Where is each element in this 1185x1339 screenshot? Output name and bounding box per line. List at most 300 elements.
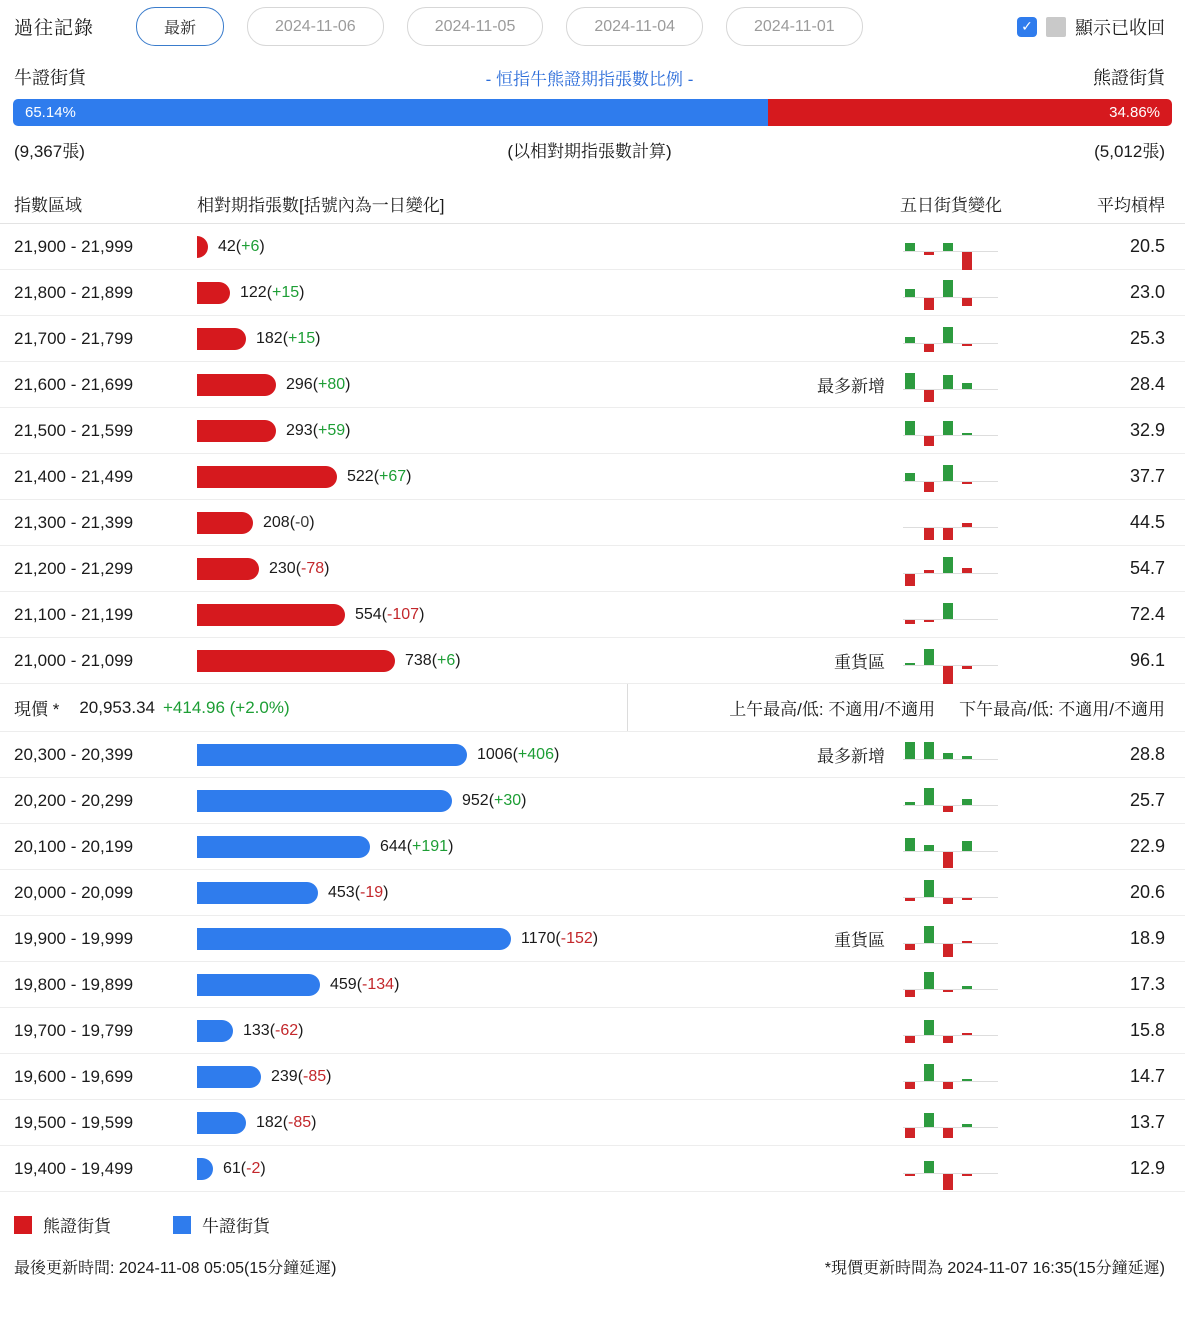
spark-baseline	[903, 619, 998, 620]
spark-bar	[905, 1082, 915, 1089]
tab-2024-11-06[interactable]: 2024-11-06	[247, 7, 384, 46]
spark-bar	[924, 1161, 934, 1173]
ratio-title: - 恒指牛熊證期指張數比例 -	[485, 70, 694, 89]
contracts-value: 122(+15)	[240, 283, 305, 301]
bear-contracts-bar	[197, 328, 246, 350]
show-recalled-checkbox[interactable]	[1017, 17, 1037, 37]
spark-bar	[924, 344, 934, 352]
current-price-left	[0, 684, 628, 731]
bear-side-label: 熊證街貨	[1093, 68, 1165, 88]
spark-bar	[943, 753, 953, 759]
current-price-change: +414.96 (+2.0%)	[162, 697, 290, 717]
contracts-bar-area	[197, 974, 1165, 996]
contracts-value: 296(+80)	[286, 375, 351, 393]
table-row	[0, 224, 1185, 270]
five-day-change-chart	[903, 963, 1003, 1007]
average-leverage: 17.3	[1129, 974, 1165, 994]
spark-bar	[924, 845, 934, 851]
spark-bar	[924, 1020, 934, 1035]
spark-bar	[962, 941, 972, 943]
spark-baseline	[903, 343, 998, 344]
legend-item	[173, 1212, 270, 1237]
contracts-bar-area	[197, 650, 1165, 672]
one-day-change: +6	[437, 651, 456, 669]
spark-bar	[943, 1174, 953, 1190]
spark-bar	[943, 375, 953, 389]
contracts-value: 522(+67)	[347, 467, 412, 485]
spark-baseline	[903, 297, 998, 298]
spark-bar	[924, 649, 934, 665]
spark-bar	[924, 926, 934, 943]
spark-bar	[962, 1174, 972, 1176]
index-range-label: 21,400 - 21,499	[14, 466, 134, 486]
spark-bar	[905, 289, 915, 297]
average-leverage: 22.9	[1129, 836, 1165, 856]
spark-bar	[905, 243, 915, 251]
footer	[0, 1249, 1185, 1278]
bull-contracts-bar	[197, 1158, 213, 1180]
spark-baseline	[903, 573, 998, 574]
legend-label: 熊證街貨	[43, 1217, 111, 1236]
five-day-change-chart	[903, 1147, 1003, 1191]
tab-2024-11-04[interactable]: 2024-11-04	[566, 7, 703, 46]
spark-baseline	[903, 389, 998, 390]
ratio-labels	[0, 50, 1185, 90]
spark-bar	[924, 528, 934, 540]
index-range-label: 21,900 - 21,999	[14, 236, 134, 256]
spark-bar	[962, 799, 972, 805]
index-range-label: 19,600 - 19,699	[14, 1066, 134, 1086]
average-leverage: 28.4	[1129, 374, 1165, 394]
history-label: 過往記錄	[14, 18, 95, 39]
bear-rows	[0, 224, 1185, 684]
bear-contracts-bar	[197, 558, 259, 580]
spark-bar	[962, 482, 972, 484]
bear-contracts-bar	[197, 466, 337, 488]
five-day-change-chart	[903, 825, 1003, 869]
spark-bar	[943, 898, 953, 904]
bear-contracts-bar	[197, 282, 230, 304]
spark-bar	[905, 1174, 915, 1176]
index-range-label: 21,700 - 21,799	[14, 328, 134, 348]
index-range-label: 21,000 - 21,099	[14, 650, 134, 670]
bear-contracts-bar	[197, 604, 345, 626]
bear-pct-label: 34.86%	[1109, 104, 1160, 121]
contracts-bar-area	[197, 744, 1165, 766]
spark-bar	[905, 1036, 915, 1043]
bear-ratio-segment	[768, 99, 1172, 126]
spark-bar	[905, 1128, 915, 1138]
average-leverage: 54.7	[1129, 558, 1165, 578]
index-range-label: 20,000 - 20,099	[14, 882, 134, 902]
contracts-value: 239(-85)	[271, 1067, 332, 1085]
spark-bar	[962, 1124, 972, 1127]
price-update-time: *現價更新時間為 2024-11-07 16:35(15分鐘延遲)	[824, 1260, 1165, 1277]
spark-bar	[924, 436, 934, 446]
average-leverage: 15.8	[1129, 1020, 1165, 1040]
contracts-bar-area	[197, 790, 1165, 812]
index-range-label: 20,200 - 20,299	[14, 790, 134, 810]
spark-bar	[962, 344, 972, 346]
contracts-value: 644(+191)	[380, 837, 454, 855]
average-leverage: 14.7	[1129, 1066, 1165, 1086]
five-day-change-chart	[903, 917, 1003, 961]
bear-contracts-bar	[197, 420, 276, 442]
table-row	[0, 408, 1185, 454]
spark-bar	[905, 663, 915, 665]
table-row	[0, 824, 1185, 870]
spark-bar	[924, 298, 934, 310]
bull-contracts-bar	[197, 882, 318, 904]
one-day-change: +80	[318, 375, 346, 393]
five-day-change-chart	[903, 409, 1003, 453]
average-leverage: 25.3	[1129, 328, 1165, 348]
contracts-bar-area	[197, 512, 1165, 534]
spark-bar	[962, 841, 972, 851]
contracts-bar-area	[197, 1158, 1165, 1180]
bull-count: (9,367張)	[14, 142, 85, 161]
bear-count: (5,012張)	[1094, 142, 1165, 161]
spark-baseline	[903, 759, 998, 760]
five-day-change-chart	[903, 547, 1003, 591]
table-row	[0, 362, 1185, 408]
spark-bar	[962, 433, 972, 435]
check-icon: ✓	[1021, 18, 1033, 34]
spark-bar	[962, 986, 972, 989]
zone-annotation: 最多新增	[817, 377, 885, 396]
contracts-value: 182(-85)	[256, 1113, 317, 1131]
spark-bar	[943, 421, 953, 435]
spark-bar	[924, 1064, 934, 1081]
five-day-change-chart	[903, 363, 1003, 407]
legend-item	[14, 1212, 111, 1237]
contracts-bar-area	[197, 836, 1165, 858]
index-range-label: 21,100 - 21,199	[14, 604, 134, 624]
tab-2024-11-05[interactable]: 2024-11-05	[407, 7, 544, 46]
ratio-note: (以相對期指張數計算)	[507, 142, 672, 161]
average-leverage: 72.4	[1129, 604, 1165, 624]
spark-bar	[943, 528, 953, 540]
spark-bar	[943, 990, 953, 992]
index-range-label: 21,600 - 21,699	[14, 374, 134, 394]
spark-bar	[924, 1113, 934, 1127]
spark-bar	[943, 1128, 953, 1138]
one-day-change: +406	[517, 745, 554, 763]
spark-bar	[943, 557, 953, 573]
contracts-value: 42(+6)	[218, 237, 265, 255]
col-range: 指數區域	[14, 196, 82, 215]
spark-baseline	[903, 435, 998, 436]
five-day-change-chart	[903, 501, 1003, 545]
show-recalled-label: 顯示已收回	[1075, 17, 1165, 38]
one-day-change: -2	[246, 1159, 261, 1177]
spark-bar	[943, 243, 953, 251]
one-day-change: -78	[301, 559, 325, 577]
spark-bar	[943, 944, 953, 957]
current-price-value: 20,953.34	[79, 697, 155, 717]
five-day-change-chart	[903, 593, 1003, 637]
average-leverage: 37.7	[1129, 466, 1165, 486]
bull-bear-ratio-bar	[13, 99, 1172, 126]
bull-contracts-bar	[197, 1112, 246, 1134]
legend-color-swatch	[14, 1216, 32, 1234]
spark-bar	[943, 666, 953, 684]
table-row	[0, 592, 1185, 638]
spark-bar	[924, 972, 934, 989]
average-leverage: 28.8	[1129, 744, 1165, 764]
index-range-label: 19,500 - 19,599	[14, 1112, 134, 1132]
bear-contracts-bar	[197, 236, 208, 258]
table-row	[0, 454, 1185, 500]
legend-color-swatch	[173, 1216, 191, 1234]
contracts-value: 230(-78)	[269, 559, 330, 577]
one-day-change: -0	[295, 513, 310, 531]
spark-bar	[905, 337, 915, 343]
contracts-value: 182(+15)	[256, 329, 321, 347]
bear-contracts-bar	[197, 512, 253, 534]
contracts-bar-area	[197, 282, 1165, 304]
spark-bar	[905, 742, 915, 759]
bull-contracts-bar	[197, 974, 320, 996]
spark-bar	[943, 806, 953, 812]
contracts-bar-area	[197, 1066, 1165, 1088]
contracts-bar-area	[197, 1020, 1165, 1042]
one-day-change: -62	[275, 1021, 299, 1039]
spark-bar	[924, 620, 934, 622]
spark-bar	[905, 838, 915, 851]
bull-side-label: 牛證街貨	[14, 68, 86, 88]
spark-bar	[924, 788, 934, 805]
contracts-value: 952(+30)	[462, 791, 527, 809]
table-row	[0, 270, 1185, 316]
spark-bar	[924, 252, 934, 255]
zone-annotation: 重貨區	[834, 653, 885, 672]
index-range-label: 21,300 - 21,399	[14, 512, 134, 532]
spark-bar	[962, 1079, 972, 1081]
table-row	[0, 546, 1185, 592]
contracts-bar-area	[197, 1112, 1165, 1134]
one-day-change: +15	[288, 329, 316, 347]
spark-baseline	[903, 481, 998, 482]
table-row	[0, 916, 1185, 962]
contracts-value: 554(-107)	[355, 605, 425, 623]
current-price-right	[628, 684, 1185, 731]
zone-annotation: 重貨區	[834, 931, 885, 950]
spark-bar	[905, 473, 915, 481]
tab-latest[interactable]: 最新	[136, 7, 224, 46]
one-day-change: -152	[560, 929, 593, 947]
current-price-label: 現價 *	[14, 700, 60, 719]
average-leverage: 12.9	[1129, 1158, 1165, 1178]
table-row	[0, 870, 1185, 916]
five-day-change-chart	[903, 779, 1003, 823]
spark-bar	[962, 383, 972, 389]
spark-bar	[943, 1036, 953, 1043]
one-day-change: -134	[362, 975, 395, 993]
index-range-label: 19,800 - 19,899	[14, 974, 134, 994]
index-range-label: 20,300 - 20,399	[14, 744, 134, 764]
spark-bar	[943, 852, 953, 868]
recalled-color-swatch	[1046, 17, 1066, 37]
spark-bar	[943, 1082, 953, 1089]
contracts-bar-area	[197, 236, 1165, 258]
five-day-change-chart	[903, 1101, 1003, 1145]
average-leverage: 25.7	[1129, 790, 1165, 810]
average-leverage: 20.6	[1129, 882, 1165, 902]
spark-bar	[962, 298, 972, 306]
contracts-value: 453(-19)	[328, 883, 389, 901]
five-day-change-chart	[903, 271, 1003, 315]
spark-bar	[905, 944, 915, 950]
table-row	[0, 1008, 1185, 1054]
one-day-change: +15	[272, 283, 300, 301]
index-range-label: 19,700 - 19,799	[14, 1020, 134, 1040]
contracts-bar-area	[197, 328, 1165, 350]
contracts-bar-area	[197, 420, 1165, 442]
five-day-change-chart	[903, 317, 1003, 361]
table-row	[0, 1146, 1185, 1192]
spark-bar	[962, 898, 972, 900]
table-row	[0, 778, 1185, 824]
show-recalled-group	[1017, 14, 1165, 40]
five-day-change-chart	[903, 455, 1003, 499]
index-range-label: 21,200 - 21,299	[14, 558, 134, 578]
spark-bar	[924, 570, 934, 573]
table-row	[0, 1054, 1185, 1100]
bull-contracts-bar	[197, 744, 467, 766]
bull-contracts-bar	[197, 1066, 261, 1088]
table-row	[0, 732, 1185, 778]
table-row	[0, 638, 1185, 684]
average-leverage: 20.5	[1129, 236, 1165, 256]
spark-bar	[924, 880, 934, 897]
table-row	[0, 500, 1185, 546]
five-day-change-chart	[903, 871, 1003, 915]
five-day-change-chart	[903, 1055, 1003, 1099]
one-day-change: -85	[303, 1067, 327, 1085]
col-five-day: 五日街貨變化	[900, 196, 1002, 215]
five-day-change-chart	[903, 639, 1003, 683]
five-day-change-chart	[903, 1009, 1003, 1053]
legend-label: 牛證街貨	[202, 1217, 270, 1236]
zone-annotation: 最多新增	[817, 747, 885, 766]
spark-bar	[905, 620, 915, 624]
one-day-change: +191	[412, 837, 449, 855]
average-leverage: 44.5	[1129, 512, 1165, 532]
bull-pct-label: 65.14%	[25, 104, 76, 121]
spark-baseline	[903, 251, 998, 252]
contracts-value: 1170(-152)	[521, 929, 599, 947]
average-leverage: 18.9	[1129, 928, 1165, 948]
index-range-label: 19,400 - 19,499	[14, 1158, 134, 1178]
bear-contracts-bar	[197, 374, 276, 396]
top-bar	[0, 0, 1185, 50]
contracts-bar-area	[197, 374, 1165, 396]
contracts-value: 133(-62)	[243, 1021, 304, 1039]
contracts-value: 1006(+406)	[477, 745, 560, 763]
contracts-bar-area	[197, 558, 1165, 580]
spark-bar	[905, 898, 915, 901]
one-day-change: -19	[360, 883, 384, 901]
index-range-label: 21,800 - 21,899	[14, 282, 134, 302]
date-tabs	[136, 7, 863, 46]
afternoon-high-low: 下午最高/低: 不適用/不適用	[959, 700, 1165, 719]
average-leverage: 13.7	[1129, 1112, 1165, 1132]
col-leverage: 平均槓桿	[1097, 196, 1165, 215]
spark-bar	[962, 523, 972, 527]
bull-contracts-bar	[197, 928, 511, 950]
last-update-time: 最後更新時間: 2024-11-08 05:05(15分鐘延遲)	[14, 1260, 337, 1277]
bear-contracts-bar	[197, 650, 395, 672]
spark-bar	[943, 327, 953, 343]
contracts-value: 208(-0)	[263, 513, 315, 531]
average-leverage: 32.9	[1129, 420, 1165, 440]
spark-bar	[905, 990, 915, 997]
spark-bar	[924, 482, 934, 492]
spark-bar	[905, 802, 915, 805]
one-day-change: +67	[379, 467, 407, 485]
bull-contracts-bar	[197, 1020, 233, 1042]
ratio-counts	[0, 126, 1185, 162]
bull-ratio-segment	[13, 99, 768, 126]
one-day-change: +30	[494, 791, 522, 809]
index-range-label: 21,500 - 21,599	[14, 420, 134, 440]
spark-bar	[905, 373, 915, 389]
spark-bar	[962, 756, 972, 759]
morning-high-low: 上午最高/低: 不適用/不適用	[729, 700, 936, 719]
table-header	[0, 184, 1185, 224]
col-contracts: 相對期指張數[括號內為一日變化]	[197, 196, 445, 215]
spark-bar	[962, 1033, 972, 1035]
one-day-change: -107	[387, 605, 420, 623]
spark-bar	[905, 421, 915, 435]
contracts-bar-area	[197, 604, 1165, 626]
current-price-row	[0, 684, 1185, 732]
index-range-label: 20,100 - 20,199	[14, 836, 134, 856]
one-day-change: +6	[241, 237, 260, 255]
five-day-change-chart	[903, 225, 1003, 269]
spark-bar	[943, 603, 953, 619]
contracts-value: 738(+6)	[405, 651, 461, 669]
contracts-bar-area	[197, 466, 1165, 488]
contracts-value: 459(-134)	[330, 975, 400, 993]
spark-bar	[924, 742, 934, 759]
table-row	[0, 316, 1185, 362]
bull-contracts-bar	[197, 836, 370, 858]
table-row	[0, 1100, 1185, 1146]
contracts-bar-area	[197, 928, 1165, 950]
spark-bar	[924, 390, 934, 402]
legend	[0, 1192, 1185, 1249]
bull-contracts-bar	[197, 790, 452, 812]
index-range-label: 19,900 - 19,999	[14, 928, 134, 948]
contracts-value: 61(-2)	[223, 1159, 266, 1177]
bull-rows	[0, 732, 1185, 1192]
spark-bar	[943, 465, 953, 481]
spark-bar	[962, 252, 972, 270]
spark-bar	[962, 666, 972, 669]
contracts-bar-area	[197, 882, 1165, 904]
average-leverage: 96.1	[1129, 650, 1165, 670]
spark-bar	[905, 574, 915, 586]
one-day-change: +59	[318, 421, 346, 439]
table-row	[0, 962, 1185, 1008]
contracts-value: 293(+59)	[286, 421, 351, 439]
five-day-change-chart	[903, 733, 1003, 777]
tab-2024-11-01[interactable]: 2024-11-01	[726, 7, 863, 46]
one-day-change: -85	[288, 1113, 312, 1131]
average-leverage: 23.0	[1129, 282, 1165, 302]
